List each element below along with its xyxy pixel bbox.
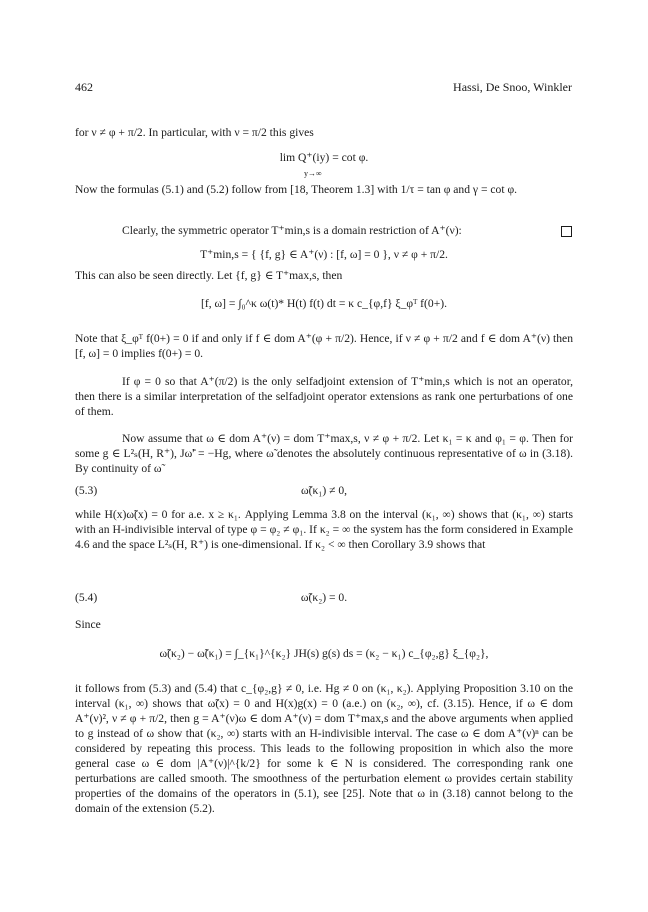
equation-5-4: ω̃(κ₂) = 0.	[300, 591, 348, 604]
paragraph-9: it follows from (5.3) and (5.4) that c_{φ₂,g} ≠ 0, i.e. Hg ≠ 0 on (κ₁, κ₂). Applying Proposition 3.10 on the interval (κ₁, ∞) shows that ω̃(x) = 0 and H(x)g(x) = 0 (a.e.) on (κ₂, ∞), cf. (3.15). Hence, if ω ∈ dom A⁺(ν)², ν ≠ φ + π/2, then g = A⁺(ν)ω ∈ dom A⁺(ν) = dom T⁺max,s and the above arguments when applied to g instead of ω show that (κ₂, ∞) starts with an H-indivisible interval. The case ω ∈ dom A⁺(ν)ⁿ can be considered by repeating this process. This leads to the following proposition in which also the more general case ω ∈ dom |A⁺(ν)|^{k/2} for some k ∈ N is considered. The corresponding rank one perturbations are called smooth. The smoothness of the perturbation element ω provides certain stability properties of the domains of the operators in (5.1), see [25]. Note that ω in (3.18) cannot belong to the domain of the extension (5.2).	[75, 682, 573, 815]
paragraph-7: Now assume that ω ∈ dom A⁺(ν) = dom T⁺max,s, ν ≠ φ + π/2. Let κ₁ = κ and φ₁ = φ. Then for some g ∈ L²ₛ(H, R⁺), Jω̃′ = −Hg, where ω̃ denotes the absolutely continuous representative of ω in (3.18). By continuity of ω̃	[75, 432, 573, 475]
paragraph-6: If φ = 0 so that A⁺(π/2) is the only selfadjoint extension of T⁺min,s which is not an operator, then there is a similar interpretation of the selfadjoint operator extensions as rank one perturbations of one of them.	[75, 375, 573, 418]
paragraph-5: Note that ξ_φᵀ f(0+) = 0 if and only if f ∈ dom A⁺(φ + π/2). Hence, if ν ≠ φ + π/2 and f ∈ dom A⁺(ν) then [f, ω] = 0 implies f(0+) = 0.	[75, 332, 573, 360]
since-line: Since	[75, 618, 101, 631]
paragraph-1: for ν ≠ φ + π/2. In particular, with ν = π/2 this gives	[75, 126, 314, 139]
qed-box-icon	[561, 226, 572, 237]
equation-number-5-3: (5.3)	[75, 484, 98, 497]
page-number: 462	[75, 80, 93, 94]
limit-equation: lim Q⁺(iy) = cot φ.	[279, 151, 369, 164]
limit-subscript: y→∞	[304, 169, 322, 178]
equation-number-5-4: (5.4)	[75, 591, 98, 604]
difference-equation: ω̃(κ₂) − ω̃(κ₁) = ∫_{κ₁}^{κ₂} JH(s) g(s) ds = (κ₂ − κ₁) c_{φ₂,g} ξ_{φ₂},	[159, 647, 489, 660]
paragraph-3: Clearly, the symmetric operator T⁺min,s is a domain restriction of A⁺(ν):	[122, 224, 462, 237]
equation-5-3: ω̃(κ₁) ≠ 0,	[300, 484, 348, 497]
paragraph-2: Now the formulas (5.1) and (5.2) follow from [18, Theorem 1.3] with 1/τ = tan φ and γ = cot φ.	[75, 183, 518, 196]
inner-product-equation: [f, ω] = ∫₀^κ ω(t)* H(t) f(t) dt = κ c_{φ,f} ξ_φᵀ f(0+).	[200, 297, 448, 310]
running-header-authors: Hassi, De Snoo, Winkler	[453, 80, 572, 94]
paragraph-8: while H(x)ω̃(x) = 0 for a.e. x ≥ κ₁. Applying Lemma 3.8 on the interval (κ₁, ∞) shows that (κ₁, ∞) starts with an H-indivisible interval of type φ = φ₂ ≠ φ₁. If κ₂ = ∞ the system has the form considered in Example 4.6 and the space L²ₛ(H, R⁺) is one-dimensional. If κ₂ < ∞ then Corollary 3.9 shows that	[75, 508, 573, 551]
paragraph-4: This can also be seen directly. Let {f, g} ∈ T⁺max,s, then	[75, 269, 343, 282]
tmin-equation: T⁺min,s = { {f, g} ∈ A⁺(ν) : [f, ω] = 0 }, ν ≠ φ + π/2.	[200, 248, 448, 261]
